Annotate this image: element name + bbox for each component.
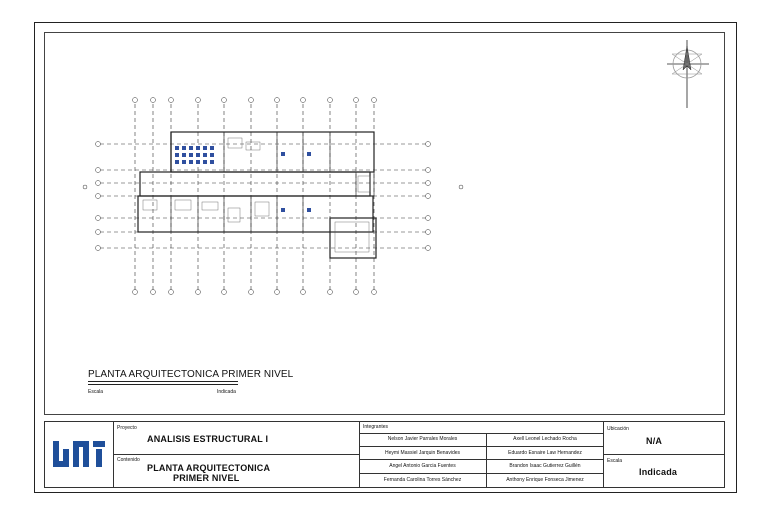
member-name: Anthony Enrique Fonseca Jimenez	[506, 477, 584, 484]
view-title-underline	[88, 381, 238, 382]
floor-plan-drawing	[78, 90, 468, 300]
title-block	[44, 421, 725, 488]
member-name: Brandon Isaac Gutierrez Guillén	[487, 460, 603, 474]
project-label: Proyecto	[117, 425, 137, 431]
member-name: Angel Antonio Garcia Fuentes	[359, 460, 487, 474]
content-cell	[113, 454, 360, 487]
title-block-scale-label: Escala	[607, 458, 623, 464]
view-title: PLANTA ARQUITECTONICA PRIMER NIVEL	[88, 369, 294, 380]
member-name: Nelson Javier Parrales Morales	[359, 433, 487, 447]
location-label: Ubicación	[607, 426, 629, 432]
project-cell	[113, 422, 360, 455]
view-scale-label: Escala	[88, 389, 104, 395]
logo-cell	[45, 422, 114, 487]
project-value: ANALISIS ESTRUCTURAL I	[147, 434, 269, 444]
members-label: Integrantes	[363, 424, 389, 430]
member-name: Fernanda Carolina Torres Sánchez	[359, 474, 487, 488]
scale-cell	[603, 454, 724, 487]
content-label: Contenido	[117, 457, 140, 463]
title-block-scale-value: Indicada	[639, 467, 678, 477]
members-grid	[359, 433, 603, 487]
location-value: N/A	[646, 436, 663, 446]
members-cell	[359, 422, 604, 487]
member-name: Eduardo Esnaire Law Hernandez	[487, 447, 603, 461]
view-title-underline-2	[88, 384, 238, 385]
member-name: Heymi Massiel Jarquin Benavides	[359, 447, 487, 461]
content-line-2: PRIMER NIVEL	[173, 473, 240, 483]
location-cell	[603, 422, 724, 455]
content-line-1: PLANTA ARQUITECTONICA	[147, 463, 271, 473]
north-arrow-icon	[662, 40, 712, 110]
member-name: Axell Leonel Lechado Rocha	[487, 433, 603, 447]
uni-logo	[45, 422, 113, 487]
view-scale-value: Indicada	[217, 389, 236, 395]
